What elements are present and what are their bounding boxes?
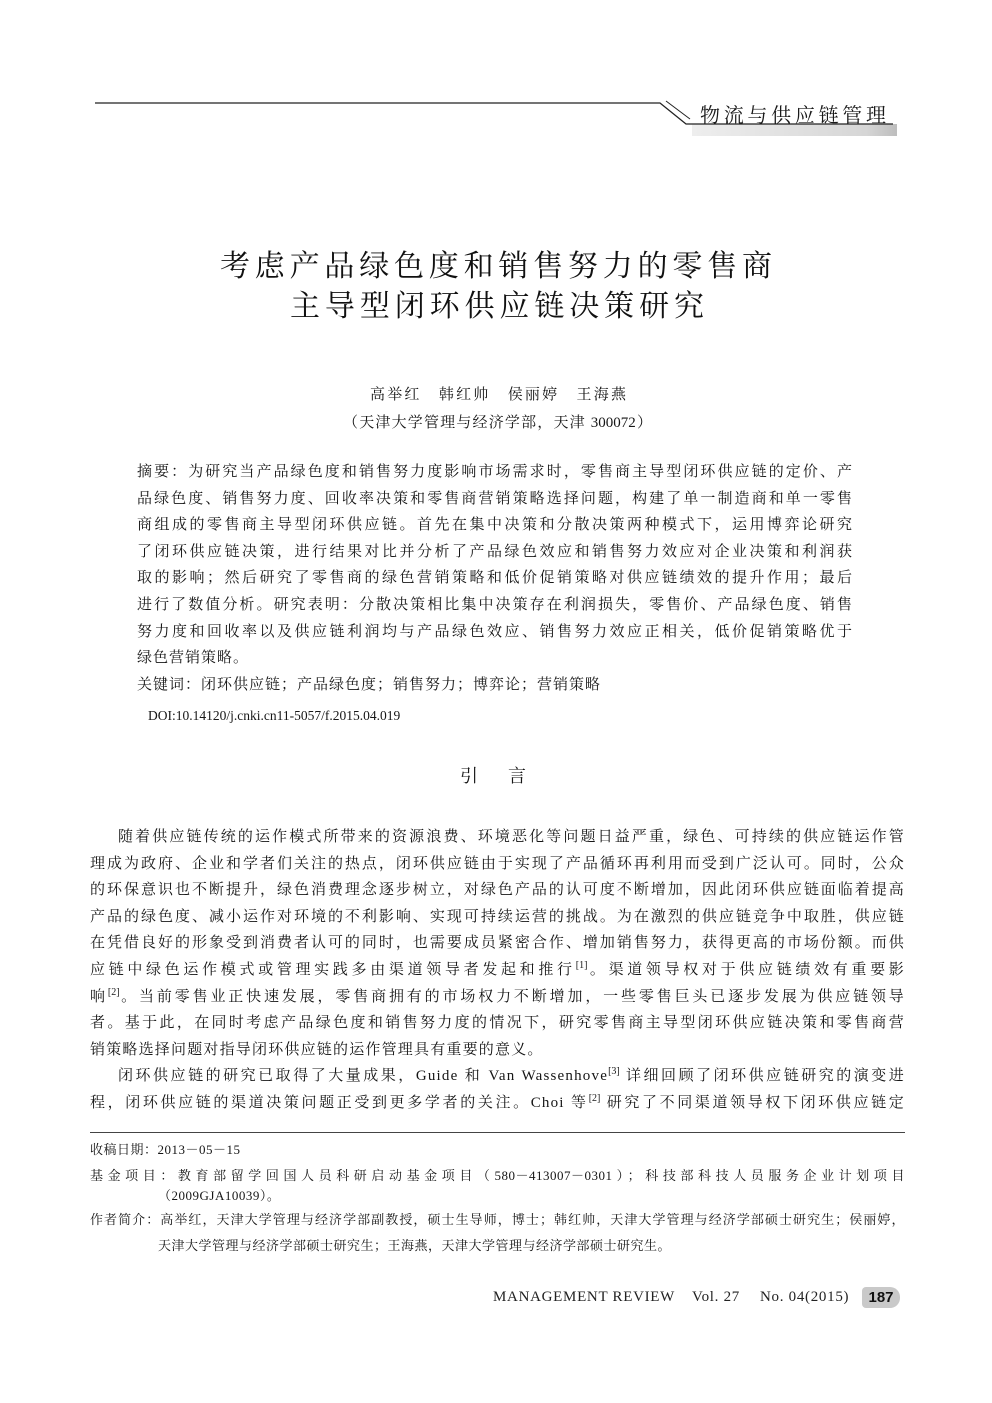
body-text-run: 研究了不同渠道领导权下闭环供应链定 xyxy=(600,1094,905,1111)
footnote-funding: 基金项目：教育部留学回国人员科研启动基金项目（580－413007－0301）；科技部科技人员服务企业计划项目 xyxy=(90,1168,905,1183)
body-line xyxy=(90,1037,905,1064)
abstract xyxy=(137,459,853,698)
body-line xyxy=(90,930,905,957)
body-line xyxy=(90,957,905,984)
abstract-line: 进行了数值分析。研究表明：分散决策相比集中决策存在利润损失，零售价、产品绿色度、销售 xyxy=(137,596,853,613)
body-text-run: 销策略选择问题对指导闭环供应链的运作管理具有重要的意义。 xyxy=(90,1041,544,1058)
footer-journal-name: MANAGEMENT REVIEW xyxy=(493,1289,676,1305)
body-line xyxy=(90,904,905,931)
paper-title-line-1: 考虑产品绿色度和销售努力的零售商 xyxy=(220,250,772,283)
body-line xyxy=(90,1010,905,1037)
footnote-funding: （2009GJA10039）。 xyxy=(158,1188,281,1203)
citation-ref[interactable]: [3] xyxy=(608,1066,620,1078)
body-text-run: 在凭借良好的形象受到消费者认可的同时，也需要成员紧密合作、增加销售努力，获得更高的市场份额。而供 xyxy=(90,935,905,952)
abstract-line: 品绿色度、销售努力度、回收率决策和零售商营销策略选择问题，构建了单一制造商和单一零售 xyxy=(137,490,853,507)
body-line xyxy=(90,1090,905,1117)
body-text-run: 理成为政府、企业和学者们关注的热点，闭环供应链由于实现了产品循环再利用而受到广泛认可。同时，公众 xyxy=(90,855,905,872)
citation-ref[interactable]: [2] xyxy=(588,1092,601,1104)
body-line xyxy=(90,877,905,904)
body-text-run: 响 xyxy=(90,988,108,1005)
keywords: 关键词：闭环供应链；产品绿色度；销售努力；博弈论；营销策略 xyxy=(137,676,602,693)
citation-ref[interactable]: [2] xyxy=(107,986,120,998)
body-text-run: 。当前零售业正快速发展，零售商拥有的市场权力不断增加，一些零售巨头已逐步发展为供应链领导 xyxy=(119,988,905,1005)
body-text-run: 的环保意识也不断提升，绿色消费理念逐步树立，对绿色产品的认可度不断增加，因此闭环供应链面临着提高 xyxy=(90,882,905,899)
paper-title-line-2: 主导型闭环供应链决策研究 xyxy=(290,290,704,323)
body-text-run: 程，闭环供应链的渠道决策问题正受到更多学者的关注。Choi 等 xyxy=(90,1094,589,1111)
body-line xyxy=(90,1063,905,1090)
body-line xyxy=(90,824,905,851)
page-number-badge: 187 xyxy=(862,1287,900,1308)
abstract-line: 摘要：为研究当产品绿色度和销售努力度影响市场需求时，零售商主导型闭环供应链的定价、产 xyxy=(137,464,853,480)
footnote-author-bio: 天津大学管理与经济学部硕士研究生；王海燕，天津大学管理与经济学部硕士研究生。 xyxy=(158,1238,672,1253)
footer-issue: No. 04(2015) xyxy=(760,1289,850,1305)
footnote-received-date: 收稿日期：2013－05－15 xyxy=(90,1142,241,1157)
affiliation: （天津大学管理与经济学部，天津 300072） xyxy=(343,415,652,431)
author-list: 高举红 韩红帅 侯丽婷 王海燕 xyxy=(370,387,626,403)
citation-ref[interactable]: [1] xyxy=(575,959,588,971)
body-text-run: 应链中绿色运作模式或管理实践多由渠道领导者发起和推行 xyxy=(90,961,576,978)
doi[interactable]: DOI:10.14120/j.cnki.cn11-5057/f.2015.04.019 xyxy=(148,708,401,723)
abstract-line: 了闭环供应链决策，进行结果对比并分析了产品绿色效应和销售努力效应对企业决策和利润获 xyxy=(137,543,853,560)
body-text-run: 闭环供应链的研究已取得了大量成果，Guide 和 Van Wassenhove xyxy=(118,1068,609,1085)
abstract-line: 商组成的零售商主导型闭环供应链。首先在集中决策和分散决策两种模式下，运用博弈论研究 xyxy=(137,517,853,534)
running-header-section: 物流与供应链管理 xyxy=(700,105,886,127)
abstract-line: 取的影响；然后研究了零售商的绿色营销策略和低价促销策略对供应链绩效的提升作用；最后 xyxy=(137,570,853,587)
footnote-rule xyxy=(90,1132,905,1133)
footnote-author-bio: 作者简介：高举红，天津大学管理与经济学部副教授，硕士生导师，博士；韩红帅，天津大学管理与经济学部硕士研究生；侯丽婷， xyxy=(90,1212,905,1227)
body-line xyxy=(90,984,905,1011)
body-line xyxy=(90,851,905,878)
body-text-run: 随着供应链传统的运作模式所带来的资源浪费、环境恶化等问题日益严重，绿色、可持续的供应链运作管 xyxy=(118,829,905,845)
body-text-run: 。渠道领导权对于供应链绩效有重要影 xyxy=(587,961,905,978)
footer-volume: Vol. 27 xyxy=(692,1289,740,1305)
body-text-run: 产品的绿色度、减小运作对环境的不利影响、实现可持续运营的挑战。为在激烈的供应链竞争中取胜，供应链 xyxy=(90,908,905,925)
body-text-run: 详细回顾了闭环供应链研究的演变进 xyxy=(619,1068,906,1085)
abstract-line: 绿色营销策略。 xyxy=(137,650,250,667)
abstract-line: 努力度和回收率以及供应链利润均与产品绿色效应、销售努力效应正相关，低价促销策略优于 xyxy=(137,623,853,640)
body-text xyxy=(90,824,905,1117)
section-heading: 引 言 xyxy=(460,766,526,786)
body-text-run: 者。基于此，在同时考虑产品绿色度和销售努力度的情况下，研究零售商主导型闭环供应链决策和零售商营 xyxy=(90,1015,905,1032)
